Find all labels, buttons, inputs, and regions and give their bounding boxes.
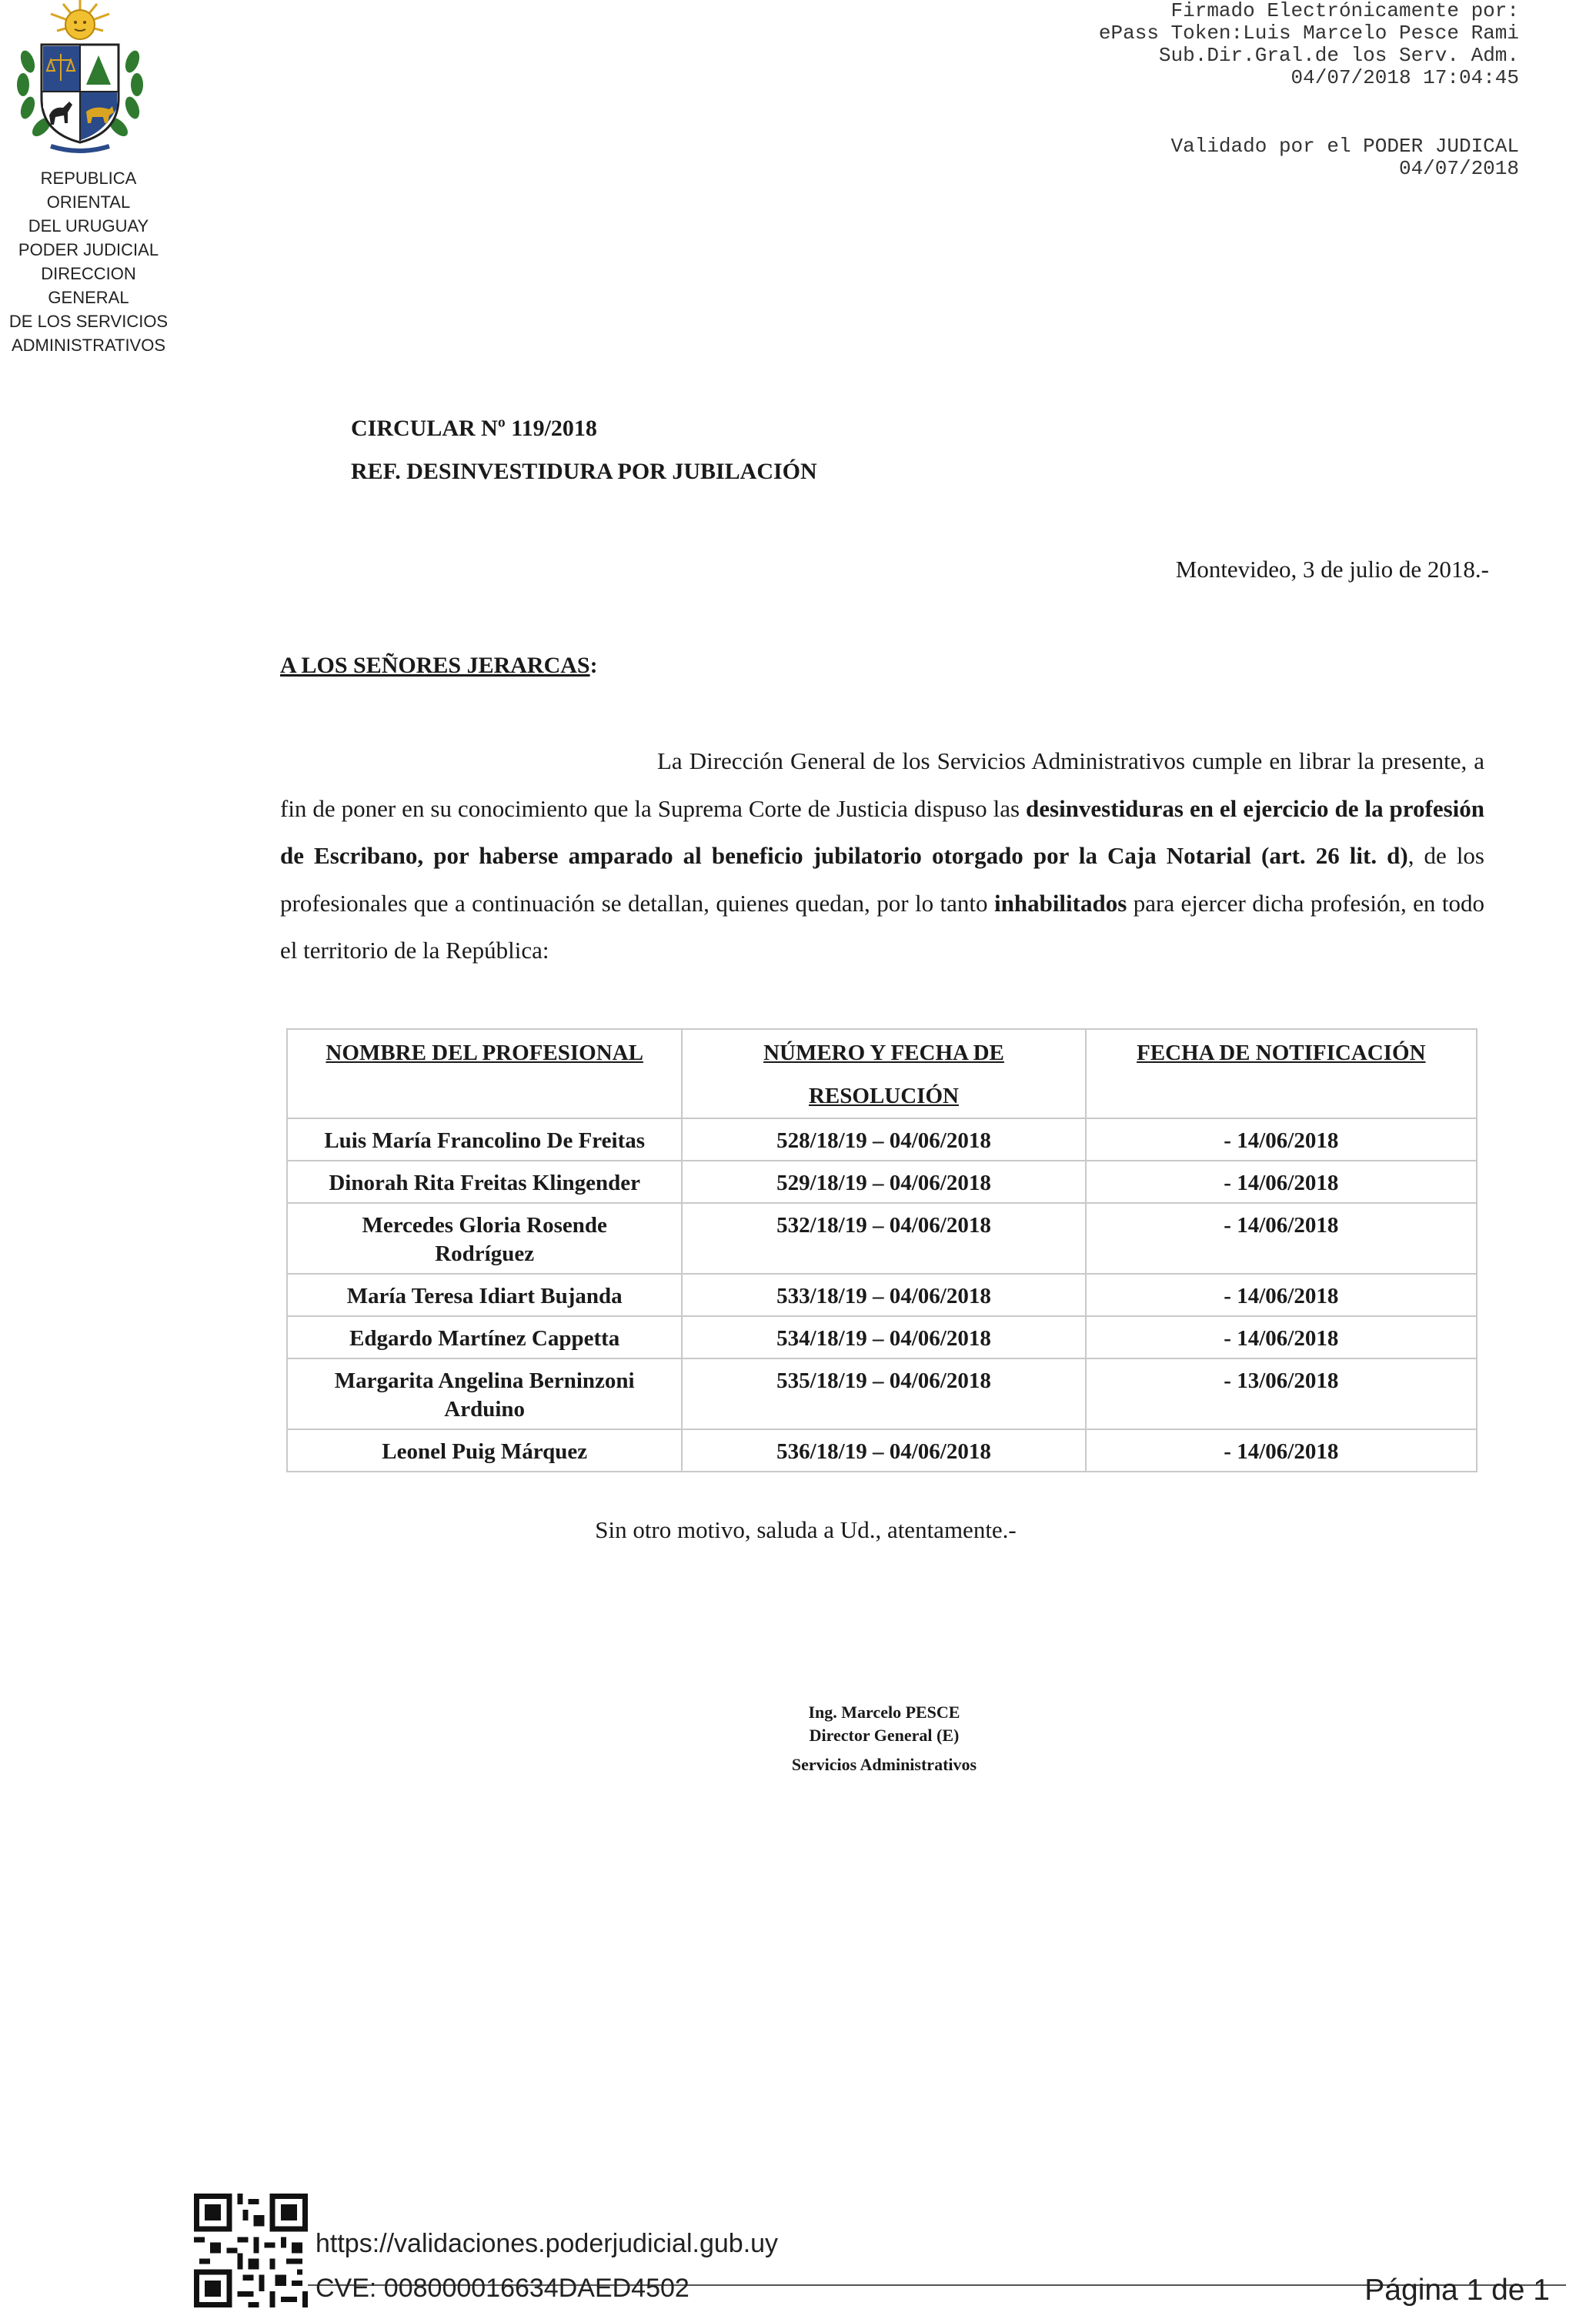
table-row: [287, 1429, 1477, 1472]
department-line: ADMINISTRATIVOS: [11, 336, 166, 355]
institution-name: [0, 166, 177, 262]
table-row: [287, 1274, 1477, 1316]
cell-resolution: 532/18/19 – 04/06/2018: [682, 1203, 1085, 1274]
header-resolution-line: RESOLUCIÓN: [808, 1084, 959, 1108]
cell-name: Dinorah Rita Freitas Klingender: [287, 1161, 682, 1203]
cell-notification: - 13/06/2018: [1086, 1358, 1477, 1429]
salutation-text: A LOS SEÑORES JERARCAS: [280, 653, 590, 678]
signature-line: Sub.Dir.Gral.de los Serv. Adm.: [1158, 44, 1519, 67]
header-notification: FECHA DE NOTIFICACIÓN: [1086, 1029, 1477, 1118]
qr-code-icon[interactable]: [194, 2194, 308, 2307]
cell-name: Luis María Francolino De Freitas: [287, 1118, 682, 1161]
signature-line: Firmado Electrónicamente por:: [1170, 0, 1519, 22]
salutation: [280, 653, 598, 679]
cell-resolution: 528/18/19 – 04/06/2018: [682, 1118, 1085, 1161]
body-bold-text: desinvestiduras en el ejercicio de la profesión de Escribano, por haberse amparado al beneficio jubilatorio otorgado por la Caja Notarial (art. 26 lit. d): [280, 794, 1484, 869]
cve-code: CVE: 008000016634DAED4502: [316, 2274, 689, 2303]
body-text: , de los profesionales que a continuación se detallan, quienes quedan, por lo tanto: [280, 842, 1484, 917]
signer-name: Ing. Marcelo PESCE: [808, 1703, 960, 1722]
validation-stamp: [1171, 135, 1519, 180]
salutation-colon: :: [589, 653, 598, 678]
professionals-table: [286, 1028, 1477, 1472]
body-bold-text: inhabilitados: [993, 889, 1127, 917]
table-row: [287, 1203, 1477, 1274]
cell-notification: - 14/06/2018: [1086, 1316, 1477, 1358]
header-name: NOMBRE DEL PROFESIONAL: [287, 1029, 682, 1118]
cell-name: Margarita Angelina Berninzoni Arduino: [287, 1358, 682, 1429]
electronic-signature: [1099, 0, 1519, 89]
signer-office: Servicios Administrativos: [791, 1755, 977, 1774]
cell-notification: - 14/06/2018: [1086, 1274, 1477, 1316]
signer-title: Director General (E): [809, 1726, 960, 1745]
body-paragraph: [280, 737, 1484, 974]
validation-url-link[interactable]: https://validaciones.poderjudicial.gub.uy: [316, 2229, 779, 2258]
cell-notification: - 14/06/2018: [1086, 1203, 1477, 1274]
signature-line: ePass Token:Luis Marcelo Pesce Rami: [1098, 22, 1519, 45]
cell-name: María Teresa Idiart Bujanda: [287, 1274, 682, 1316]
circular-reference: REF. DESINVESTIDURA POR JUBILACIÓN: [351, 459, 817, 484]
cell-notification: - 14/06/2018: [1086, 1161, 1477, 1203]
institution-line: DEL URUGUAY: [28, 216, 149, 236]
signature-timestamp: 04/07/2018 17:04:45: [1290, 66, 1519, 89]
table-row: [287, 1316, 1477, 1358]
cell-resolution: 534/18/19 – 04/06/2018: [682, 1316, 1085, 1358]
page-number: Página 1 de 1: [1364, 2274, 1550, 2307]
date-line: Montevideo, 3 de julio de 2018.-: [1175, 556, 1489, 583]
cell-notification: - 14/06/2018: [1086, 1118, 1477, 1161]
sun-emblem-icon: [51, 0, 109, 39]
institution-line: PODER JUDICIAL: [18, 240, 159, 259]
cell-name: Edgardo Martínez Cappetta: [287, 1316, 682, 1358]
department-line: DE LOS SERVICIOS: [8, 312, 169, 331]
cell-notification: - 14/06/2018: [1086, 1429, 1477, 1472]
cell-resolution: 535/18/19 – 04/06/2018: [682, 1358, 1085, 1429]
cell-name: Leonel Puig Márquez: [287, 1429, 682, 1472]
table-row: [287, 1118, 1477, 1161]
table-row: [287, 1161, 1477, 1203]
header-resolution: [682, 1029, 1085, 1118]
department-line: DIRECCION GENERAL: [41, 264, 136, 307]
cell-resolution: 536/18/19 – 04/06/2018: [682, 1429, 1085, 1472]
table-row: [287, 1358, 1477, 1429]
institution-line: REPUBLICA ORIENTAL: [40, 169, 137, 212]
header-resolution-line: NÚMERO Y FECHA DE: [763, 1041, 1004, 1065]
table-header-row: [287, 1029, 1477, 1118]
coat-of-arms-emblem: [11, 0, 149, 158]
body-text: para ejercer dicha profesión, en todo el territorio de la República:: [280, 889, 1484, 964]
validation-line: Validado por el PODER JUDICAL: [1170, 135, 1519, 158]
body-text: La Dirección General de los Servicios Administrativos cumple en librar la presente, a fin de poner en su conocimiento que la Suprema Corte de Justicia dispuso las: [280, 747, 1484, 822]
cell-resolution: 533/18/19 – 04/06/2018: [682, 1274, 1085, 1316]
cell-resolution: 529/18/19 – 04/06/2018: [682, 1161, 1085, 1203]
signer-block: [0, 1699, 1596, 1778]
closing-line: Sin otro motivo, saluda a Ud., atentamente.-: [595, 1516, 1017, 1543]
department-name: [0, 262, 177, 357]
circular-number: CIRCULAR Nº 119/2018: [351, 416, 597, 441]
cell-name: Mercedes Gloria Rosende Rodríguez: [287, 1203, 682, 1274]
validation-date: 04/07/2018: [1398, 157, 1519, 180]
